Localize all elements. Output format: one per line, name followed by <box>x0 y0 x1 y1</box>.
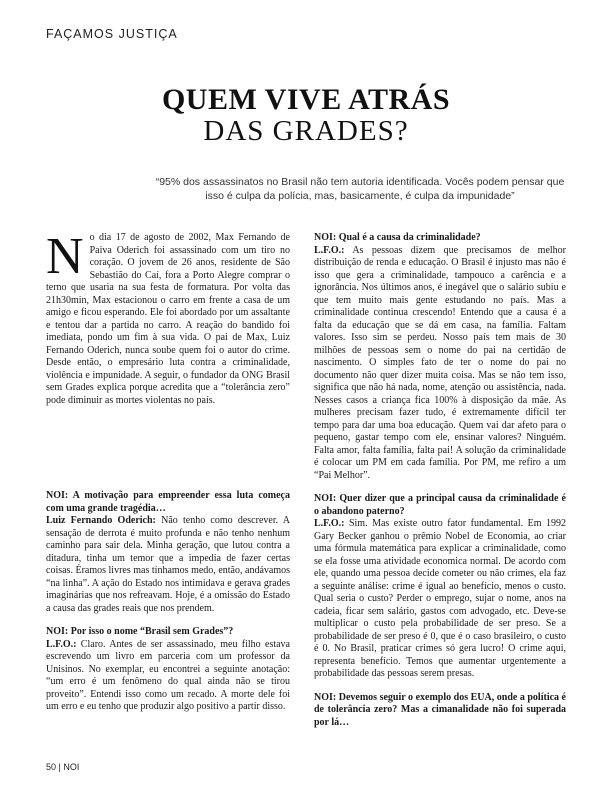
interview-answer <box>46 515 290 615</box>
interview-question: NOI: Devemos seguir o exemplo dos EUA, onde a política é de tolerância zero? Mas a cimanalidade não foi superada por lá… <box>314 691 566 728</box>
interview-answer <box>314 518 566 681</box>
pull-quote: “95% dos assassinatos no Brasil não tem autoria identificada. Vocês podem pensar que isso é culpa da polícia, mas, basicamente, é culpa da impunidade” <box>155 176 565 202</box>
intro-text: o dia 17 de agosto de 2002, Max Fernando de Paiva Oderich foi assassinado com um tiro no coração. O jovem de 26 anos, residente de São Sebastião do Caí, fora a Porto Alegre comprar o terno que usaria na sua festa de formatura. Por volta das 21h30min, Max estacionou o carro em frente a casa de um amigo e ficou esperando. Ele foi abordado por um assaltante e tentou dar a partida no carro. A reação do bandido foi imediata, pondo um fim à sua vida. O pai de Max, Luiz Fernando Oderich, nunca soube quem foi o autor do crime. Desde então, o empresário luta contra a criminalidade, violência e impunidade. A seguir, o fundador da ONG Brasil sem Grades explica porque acredita que a “tolerância zero” pode diminuir as mortes violentas no país. <box>46 232 290 406</box>
answer-speaker: L.F.O.: <box>314 518 345 529</box>
answer-speaker: Luiz Fernando Oderich: <box>46 515 156 526</box>
headline-line2: DAS GRADES? <box>203 115 409 147</box>
interview-question: NOI: Qual é a causa da criminalidade? <box>314 232 481 243</box>
interview-question: NOI: Por isso o nome “Brasil sem Grades”? <box>46 626 234 637</box>
interview-question: NOI: Quer dizer que a principal causa da criminalidade é o abandono paterno? <box>314 493 566 517</box>
headline-line1: QUEM VIVE ATRÁS <box>161 83 451 116</box>
right-interview-column <box>314 232 566 729</box>
answer-speaker: L.F.O.: <box>46 638 77 650</box>
answer-text: Claro. Antes de ser assassinado, meu filho estava escrevendo um livro em parceria com um professor da Unisinos. No exemplar, eu encontrei a seguinte anotação: “um erro é um fenômeno do qual ainda não se tirou proveito”. Entendi isso como um recado. A morte dele foi um erro e eu tenho que produzir algo positivo a partir disso. <box>46 638 290 712</box>
page-footer: 50 | NOI <box>46 762 80 772</box>
left-interview-column <box>46 490 290 714</box>
intro-column <box>46 228 290 407</box>
intro-paragraph <box>46 228 290 407</box>
answer-speaker: L.F.O.: <box>314 244 345 256</box>
drop-cap: N <box>46 228 84 285</box>
interview-question: NOI: A motivação para empreender essa luta começa com uma grande tragédia… <box>46 490 290 514</box>
interview-answer <box>46 639 290 714</box>
answer-text: As pessoas dizem que precisamos de melhor distribuição de renda e educação. O Brasil é injusto mas não é isso que gera a criminalidade, tampouco a carência e a ignorância. Nos últimos anos, é inegável que o salário subiu e que tem muito mais gente estudando no país. Mas a criminalidade continua crescendo! Entendo que a causa é a falta da educação que se dá em casa, na família. Faltam valores. Isso sim se perdeu. Nosso país tem mais de 30 milhões de pessoas sem o nome do pai na certidão de nascimento. O simples fato de ter o nome do pai no documento não quer dizer muita coisa. Mas se não tem isso, significa que não há nada, nome, atenção ou assistência, nada. Nesses casos a criança fica 100% à disposição da mãe. As mulheres precisam fazer tudo, é extremamente difícil ter tempo para dar uma boa educação. Quem vai dar afeto para o pequeno, gastar tempo com ele, ensinar valores? Ninguém. Falta amor, falta família, falta pai! A solução da criminalidade é colocar um PM em cada família. Por PM, me refiro a um “Pai Melhor”. <box>314 244 566 481</box>
answer-text: Não tenho como descrever. A sensação de derrota é muito profunda e não tenho nenhum caminho para sair dela. Minha geração, que lutou contra a ditadura, tinha um temor que a impedia de fazer certas coisas. Éramos livres mas tínhamos medo, então, andávamos “na linha”. A ação do Estado nos intimidava e gerava grades imaginárias que nos refreavam. Hoje, é a omissão do Estado a causa das grades reais que nos prendem. <box>46 515 290 614</box>
section-tag: FAÇAMOS JUSTIÇA <box>46 27 178 41</box>
interview-answer <box>314 245 566 483</box>
answer-text: Sim. Mas existe outro fator fundamental. Em 1992 Gary Becker ganhou o prêmio Nobel de Economia, ao criar uma fórmula matemática para explicar a criminalidade, como se ela fosse uma atividade economica normal. De acordo com ele, quando uma pessoa decide cometer ou não crimes, ela faz a seguinte análise: crime é igual ao benefício, menos o custo. Qual seria o custo? Perder o emprego, sujar o nome, anos na cadeia, ficar sem salário, gastos com advogado, etc. Deve-se multiplicar o custo pela probabilidade de ser preso. Se a probabilidade de ser preso é 0, que é o caso brasileiro, o custo é 0. No Brasil, praticar crimes só gera lucro! O crime aqui, representa benefício. Temos que aumentar urgentemente a probabilidade das pessoas serem presas. <box>314 518 566 679</box>
